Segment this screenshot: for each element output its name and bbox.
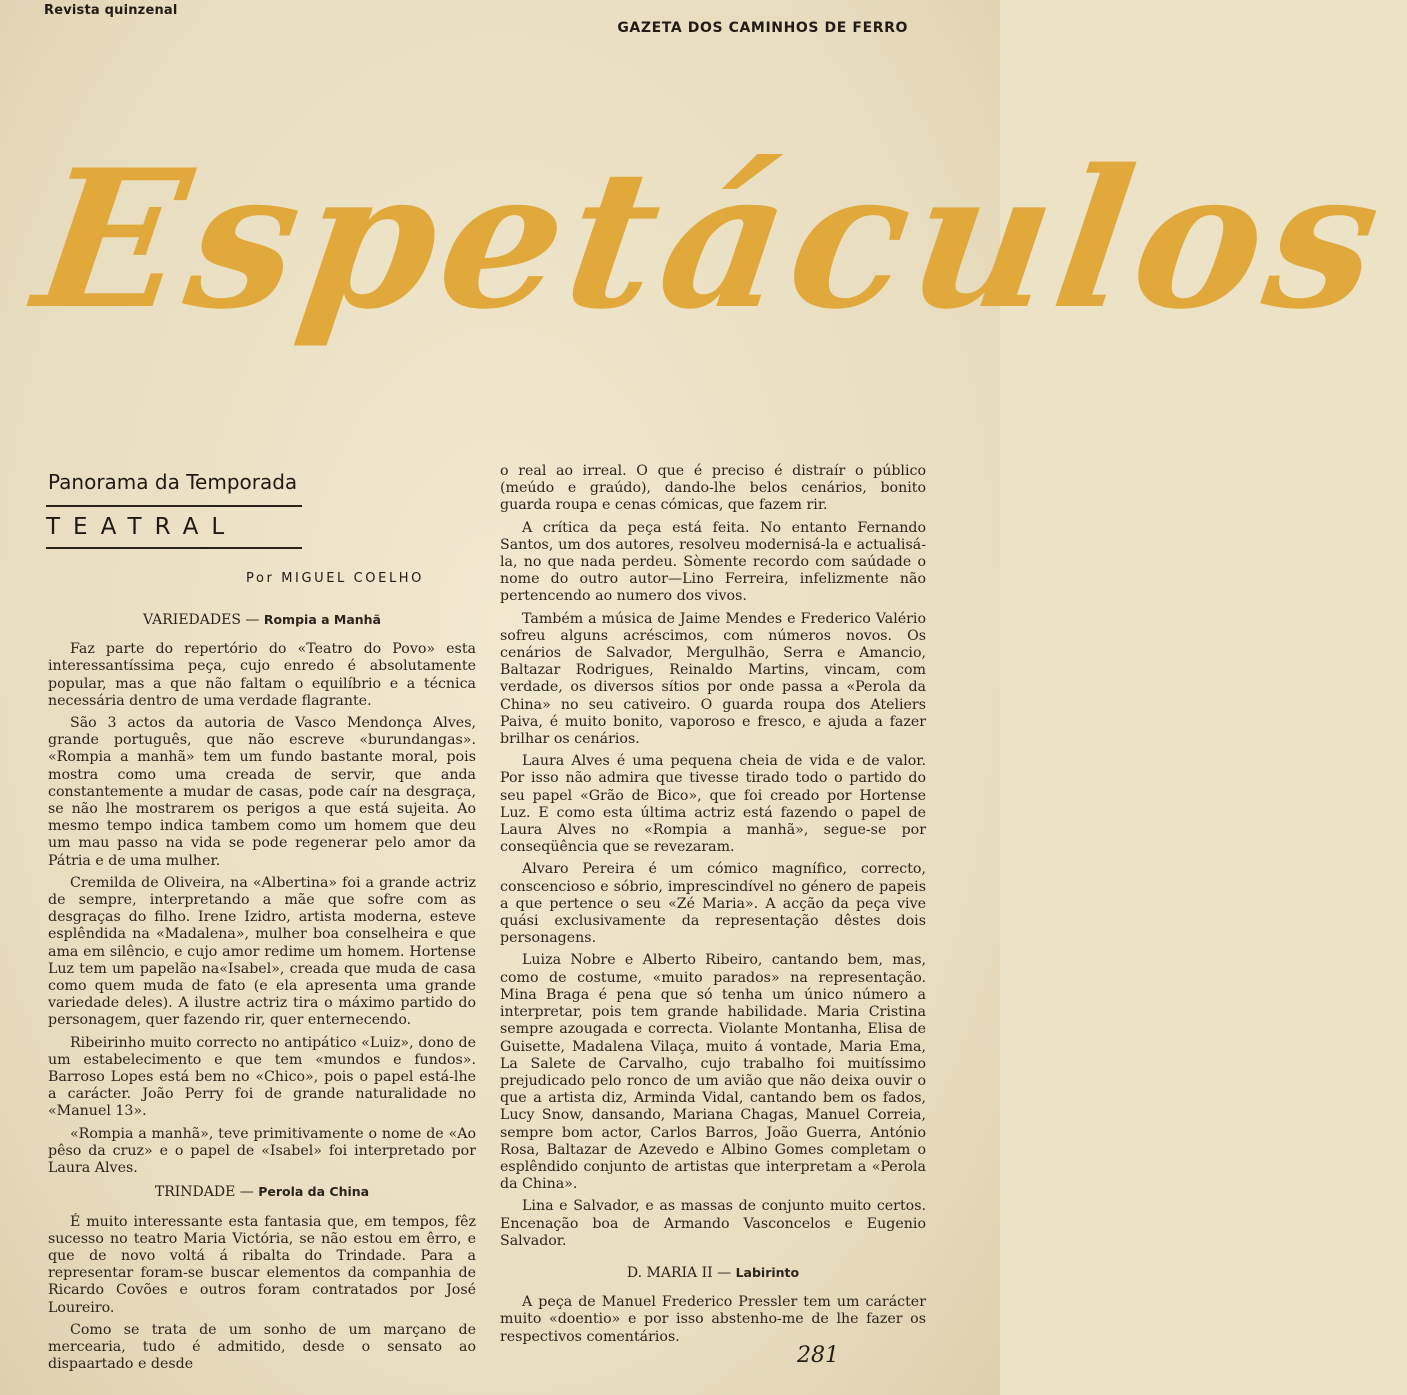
spectacles-banner-lettering: Espetáculos	[24, 128, 1398, 351]
paragraph: Lina e Salvador, e as massas de conjunto muito certos. Encenação boa de Armando Vasconcelos e Eugenio Salvador.	[500, 1198, 926, 1249]
paragraph: A peça de Manuel Frederico Pressler tem um carácter muito «doentio» e por isso abstenho-me de lhe fazer os respectivos comentários.	[500, 1294, 926, 1345]
section-title: Panorama da Temporada	[48, 470, 298, 494]
header-periodicity: Revista quinzenal	[44, 3, 178, 18]
section-subtitle: TEATRAL	[46, 514, 238, 540]
paragraph: Ribeirinho muito correcto no antipático «Luiz», dono de um estabelecimento e que tem «mundos e fundos». Barroso Lopes está bem no «Chico», pois o papel está-lhe a carácter. João Perry foi de grande naturalidade no «Manuel 13».	[48, 1034, 476, 1120]
article-left-column	[48, 605, 476, 1373]
paragraph: Luiza Nobre e Alberto Ribeiro, cantando bem, mas, como de costume, «muito parados» na representação. Mina Braga é pena que só tenha um único número a interpretar, pois tem grande habilidade. Maria Cristina sempre azougada e correcta. Violante Montanha, Elisa de Guisette, Madalena Vilaça, muito á vontade, Maria Ema, La Salete de Carvalho, cujo trabalho foi muitíssimo prejudicado pelo ronco de um avião que não deixa ouvir o que a artista diz, Arminda Vidal, cantando bem os fados, Lucy Snow, dansando, Mariana Chagas, Manuel Correia, sempre bom actor, Carlos Barros, João Guerra, António Rosa, Baltazar de Azevedo e Albino Gomes completam o esplêndido conjunto de artistas que interpretam a «Perola da China».	[500, 952, 926, 1193]
subheading-d-maria: D. MARIA II — Labirinto	[626, 1264, 800, 1281]
author-byline: Por MIGUEL COELHO	[246, 571, 425, 586]
paragraph: Como se trata de um sonho de um marçano de mercearia, tudo é admitido, desde o sensato ao dispaartado e desde	[48, 1321, 476, 1373]
subheading-variedades: VARIEDADES — Rompia a Manhã	[143, 612, 381, 628]
subheading-trindade: TRINDADE — Perola da China	[154, 1184, 370, 1201]
paragraph: «Rompia a manhã», teve primitivamente o nome de «Ao pêso da cruz» e o papel de «Isabel» foi interpretado por Laura Alves.	[48, 1125, 476, 1177]
paragraph: A crítica da peça está feita. No entanto Fernando Santos, um dos autores, resolveu modernisá-la e actualisá-la, no que nada perdeu. Sòmente recordo com saúdade o nome do outro autor—Lino Ferreira, infelizmente não pertencendo ao numero dos vivos.	[500, 519, 926, 605]
paragraph: São 3 actos da autoria de Vasco Mendonça Alves, grande português, que não escreve «burundangas». «Rompia a manhã» tem um fundo bastante moral, pois mostra como uma creada de servir, que anda constantemente a mudar de casas, pode caír na desgraça, se não lhe mostrarem os perigos a que está sujeita. Ao mesmo tempo indica tambem como um homem que deu um mau passo na vida se pode regenerar pelo amor da Pátria e de uma mulher.	[48, 715, 476, 869]
paragraph: Faz parte do repertório do «Teatro do Povo» esta interessantíssima peça, cujo enredo é absolutamente popular, mas a que não faltam o equilíbrio e a técnica necessária dentro de uma verdade flagrante.	[48, 641, 476, 709]
paragraph: Cremilda de Oliveira, na «Albertina» foi a grande actriz de sempre, interpretando a mãe que sofre com as desgraças do filho. Irene Izidro, artista moderna, esteve esplêndida na «Madalena», mulher boa conselheira e que ama em silêncio, e cujo amor redime um homem. Hortense Luz tem um papelão na«Isabel», creada que muda de casa como quem muda de fato (e ela apresenta uma grande variedade deles). A ilustre actriz tira o máximo partido do personagem, quer fazendo rir, quer enternecendo.	[48, 874, 476, 1029]
page-number: 281	[797, 1343, 839, 1368]
paragraph: Alvaro Pereira é um cómico magnífico, correcto, conscencioso e sóbrio, imprescindível no género de papeis a que pertence o seu «Zé Maria». A acção da peça vive quási exclusivamente da representação dêstes dois personagens.	[500, 861, 926, 947]
paragraph: o real ao irreal. O que é preciso é distraír o público (meúdo e graúdo), dando-lhe belos cenários, bonito guarda roupa e cenas cómicas, que fazem rir.	[500, 463, 926, 514]
article-right-column	[500, 463, 926, 1346]
paragraph: Laura Alves é uma pequena cheia de vida e de valor. Por isso não admira que tivesse tirado todo o partido do seu papel «Grão de Bico», que foi creado por Hortense Luz. E como esta última actriz está fazendo o papel de Laura Alves no «Rompia a manhã», segue-se por conseqüência que se revezaram.	[500, 753, 926, 856]
title-rule-bottom	[46, 547, 302, 549]
header-publication-title: GAZETA DOS CAMINHOS DE FERRO	[617, 20, 908, 36]
paragraph: Também a música de Jaime Mendes e Frederico Valério sofreu alguns acréscimos, com números novos. Os cenários de Salvador, Mergulhão, Serra e Amancio, Baltazar Rodrigues, Reinaldo Martins, vincam, com verdade, os diversos sítios por onde passa a «Perola da China» no seu cativeiro. O guarda roupa dos Ateliers Paiva, é muito bonito, vaporoso e fresco, e ajuda a fazer brilhar os cenários.	[500, 610, 926, 748]
title-rule-top	[46, 505, 302, 507]
paragraph: É muito interessante esta fantasia que, em tempos, fêz sucesso no teatro Maria Victória, se não estou em êrro, e que de novo voltá á ribalta do Trindade. Para a representar foram-se buscar elementos da companhia de Ricardo Covões e outros foram contratados por José Loureiro.	[48, 1213, 476, 1316]
